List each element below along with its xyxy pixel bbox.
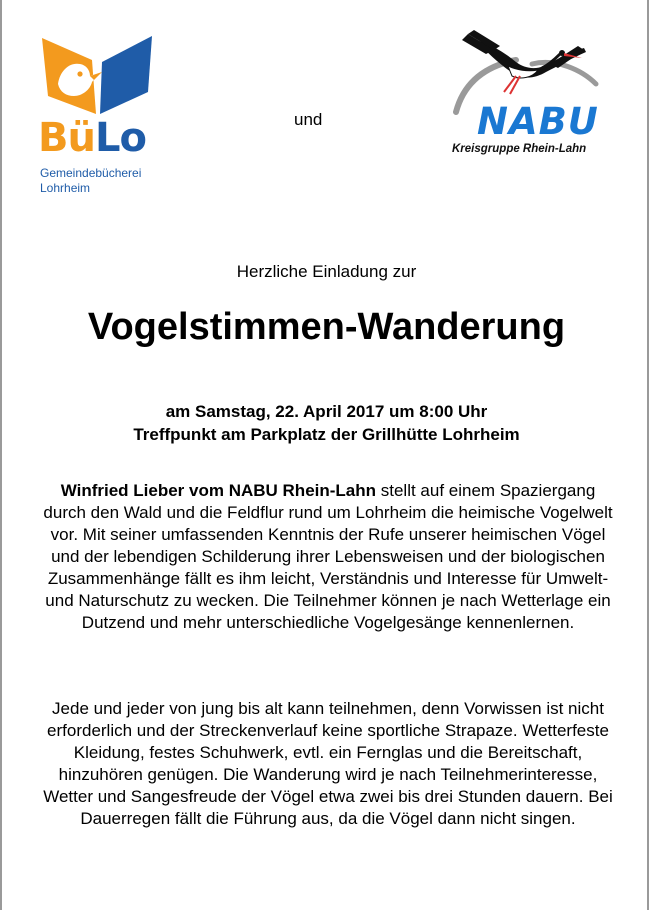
nabu-logo xyxy=(446,26,626,166)
bulo-wordmark xyxy=(38,115,146,161)
description-paragraph-1 xyxy=(42,480,614,634)
bulo-subtitle-line2: Lohrheim xyxy=(40,181,91,195)
bulo-word-bu: Bü xyxy=(38,115,95,161)
event-date: am Samstag, 22. April 2017 um 8:00 Uhr xyxy=(165,402,488,421)
description-paragraph-2: Jede und jeder von jung bis alt kann teilnehmen, denn Vorwissen ist nicht erforderlich und der Streckenverlauf keine sportliche Strapaze. Wetterfeste Kleidung, festes Schuhwerk, evtl. ein Fernglas und die Bereitschaft, hinzuhören genügen. Die Wanderung wird je nach Teilnehmerinteresse, Wetter und Sangesfreude der Vögel etwa zwei bis drei Stunden dauern. Bei Dauerregen fällt die Führung aus, da die Vögel dann nicht singen. xyxy=(43,699,613,828)
bulo-subtitle-line1: Gemeindebücherei xyxy=(40,166,142,180)
bulo-logo xyxy=(38,34,168,200)
connector-text: und xyxy=(294,110,323,129)
bulo-word-lo: Lo xyxy=(94,115,146,161)
meeting-point: Treffpunkt am Parkplatz der Grillhütte Lohrheim xyxy=(133,425,520,444)
invitation-intro: Herzliche Einladung zur xyxy=(236,262,417,281)
event-title: Vogelstimmen-Wanderung xyxy=(87,306,566,348)
open-book-bird-icon xyxy=(40,34,158,118)
description-text-1: stellt auf einem Spaziergang durch den Wald und die Feldflur rund um Lohrheim die heimische Vogelwelt vor. Mit seiner umfassenden Kenntnis der Rufe unserer heimischen Vögel und der lebendigen Schilderung ihrer Lebensweisen und der biologischen Zusammenhänge fällt es ihm leicht, Verständnis und Interesse für Umwelt- und Naturschutz zu wecken. Die Teilnehmer können je nach Wetterlage ein Dutzend und mehr unterschiedliche Vogelgesänge kennenlernen. xyxy=(43,481,613,632)
nabu-wordmark: NABU xyxy=(477,100,599,143)
speaker-name: Winfried Lieber vom NABU Rhein-Lahn xyxy=(60,481,377,500)
nabu-subtitle: Kreisgruppe Rhein-Lahn xyxy=(452,143,587,155)
